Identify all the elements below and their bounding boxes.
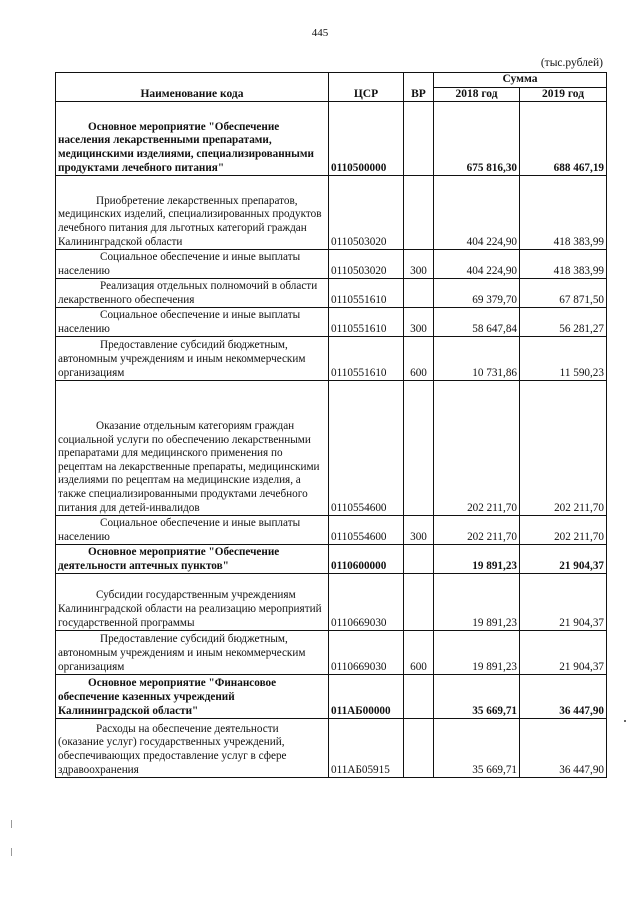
- row-2019: 21 904,37: [520, 631, 607, 675]
- table-row: [56, 381, 607, 516]
- row-csr: 0110503020: [329, 250, 404, 279]
- row-2018: 58 647,84: [434, 308, 520, 337]
- row-csr: 0110503020: [329, 176, 404, 250]
- row-vr: [404, 381, 434, 516]
- table-row: [56, 516, 607, 545]
- row-2019: 21 904,37: [520, 545, 607, 574]
- row-2019: 21 904,37: [520, 574, 607, 631]
- header-year-2019: 2019 год: [520, 87, 607, 102]
- scan-mark: [11, 848, 12, 856]
- row-name: Социальное обеспечение и иные выплаты населению: [56, 250, 329, 279]
- row-name: Социальное обеспечение и иные выплаты населению: [56, 308, 329, 337]
- header-name: Наименование кода: [56, 73, 329, 102]
- scan-dot: [624, 720, 626, 722]
- row-2019: 56 281,27: [520, 308, 607, 337]
- table-row: [56, 337, 607, 381]
- row-2019: 688 467,19: [520, 102, 607, 176]
- row-name: Реализация отдельных полномочий в области лекарственного обеспечения: [56, 279, 329, 308]
- header-sum: Сумма: [434, 73, 607, 88]
- row-csr: 0110554600: [329, 381, 404, 516]
- row-2018: 19 891,23: [434, 545, 520, 574]
- table-row: [56, 545, 607, 574]
- table-row: [56, 675, 607, 719]
- row-csr: 0110669030: [329, 574, 404, 631]
- units-label: (тыс.рублей): [540, 57, 603, 69]
- row-vr: 600: [404, 337, 434, 381]
- row-name: Социальное обеспечение и иные выплаты населению: [56, 516, 329, 545]
- row-name: Основное мероприятие "Финансовое обеспечение казенных учреждений Калининградской области": [56, 675, 329, 719]
- row-csr: 0110669030: [329, 631, 404, 675]
- row-name: Оказание отдельным категориям граждан социальной услуги по обеспечению лекарственными препаратами для медицинского применения по рецептам на лекарственные препараты, медицинскими изделиями по рецептам на медицинские изделия, а также специализированными продуктами лечебного питания для детей-инвалидов: [56, 381, 329, 516]
- row-vr: 300: [404, 516, 434, 545]
- row-vr: 300: [404, 308, 434, 337]
- header-year-2018: 2018 год: [434, 87, 520, 102]
- table-row: [56, 308, 607, 337]
- row-csr: 0110551610: [329, 279, 404, 308]
- row-name: Основное мероприятие "Обеспечение населения лекарственными препаратами, медицинскими изделиями, специализированными продуктами лечебного питания": [56, 102, 329, 176]
- row-2019: 36 447,90: [520, 675, 607, 719]
- table-row: [56, 250, 607, 279]
- row-2019: 11 590,23: [520, 337, 607, 381]
- row-2019: 202 211,70: [520, 516, 607, 545]
- row-vr: [404, 719, 434, 778]
- row-2018: 202 211,70: [434, 516, 520, 545]
- row-vr: [404, 102, 434, 176]
- page-number: 445: [311, 27, 329, 39]
- row-2019: 202 211,70: [520, 381, 607, 516]
- row-csr: 0110551610: [329, 337, 404, 381]
- row-vr: [404, 545, 434, 574]
- row-csr: 0110600000: [329, 545, 404, 574]
- table-row: [56, 279, 607, 308]
- row-vr: [404, 176, 434, 250]
- table-row: [56, 574, 607, 631]
- budget-table: [55, 72, 607, 778]
- row-name: Предоставление субсидий бюджетным, автономным учреждениям и иным некоммерческим организациям: [56, 631, 329, 675]
- table-row: [56, 176, 607, 250]
- row-2018: 404 224,90: [434, 250, 520, 279]
- row-vr: 300: [404, 250, 434, 279]
- row-csr: 011АБ00000: [329, 675, 404, 719]
- row-2018: 35 669,71: [434, 675, 520, 719]
- row-2018: 19 891,23: [434, 574, 520, 631]
- table-row: [56, 719, 607, 778]
- row-csr: 0110500000: [329, 102, 404, 176]
- scan-mark: [11, 820, 12, 828]
- row-csr: 0110554600: [329, 516, 404, 545]
- row-vr: [404, 574, 434, 631]
- row-2019: 418 383,99: [520, 250, 607, 279]
- row-name: Предоставление субсидий бюджетным, автономным учреждениям и иным некоммерческим организациям: [56, 337, 329, 381]
- row-vr: [404, 675, 434, 719]
- row-2018: 69 379,70: [434, 279, 520, 308]
- row-vr: 600: [404, 631, 434, 675]
- row-2018: 35 669,71: [434, 719, 520, 778]
- row-2018: 675 816,30: [434, 102, 520, 176]
- header-csr: ЦСР: [329, 73, 404, 102]
- header-vr: ВР: [404, 73, 434, 102]
- row-2018: 19 891,23: [434, 631, 520, 675]
- row-csr: 011АБ05915: [329, 719, 404, 778]
- row-vr: [404, 279, 434, 308]
- table-row: [56, 631, 607, 675]
- row-2018: 202 211,70: [434, 381, 520, 516]
- table-row: [56, 102, 607, 176]
- row-name: Основное мероприятие "Обеспечение деятельности аптечных пунктов": [56, 545, 329, 574]
- row-2018: 10 731,86: [434, 337, 520, 381]
- row-name: Субсидии государственным учреждениям Калининградской области на реализацию мероприятий государственной программы: [56, 574, 329, 631]
- row-2019: 36 447,90: [520, 719, 607, 778]
- row-2019: 67 871,50: [520, 279, 607, 308]
- row-2019: 418 383,99: [520, 176, 607, 250]
- row-csr: 0110551610: [329, 308, 404, 337]
- row-2018: 404 224,90: [434, 176, 520, 250]
- row-name: Приобретение лекарственных препаратов, медицинских изделий, специализированных продуктов лечебного питания для льготных категорий граждан Калининградской области: [56, 176, 329, 250]
- row-name: Расходы на обеспечение деятельности (оказание услуг) государственных учреждений, обеспечивающих предоставление услуг в сфере здравоохранения: [56, 719, 329, 778]
